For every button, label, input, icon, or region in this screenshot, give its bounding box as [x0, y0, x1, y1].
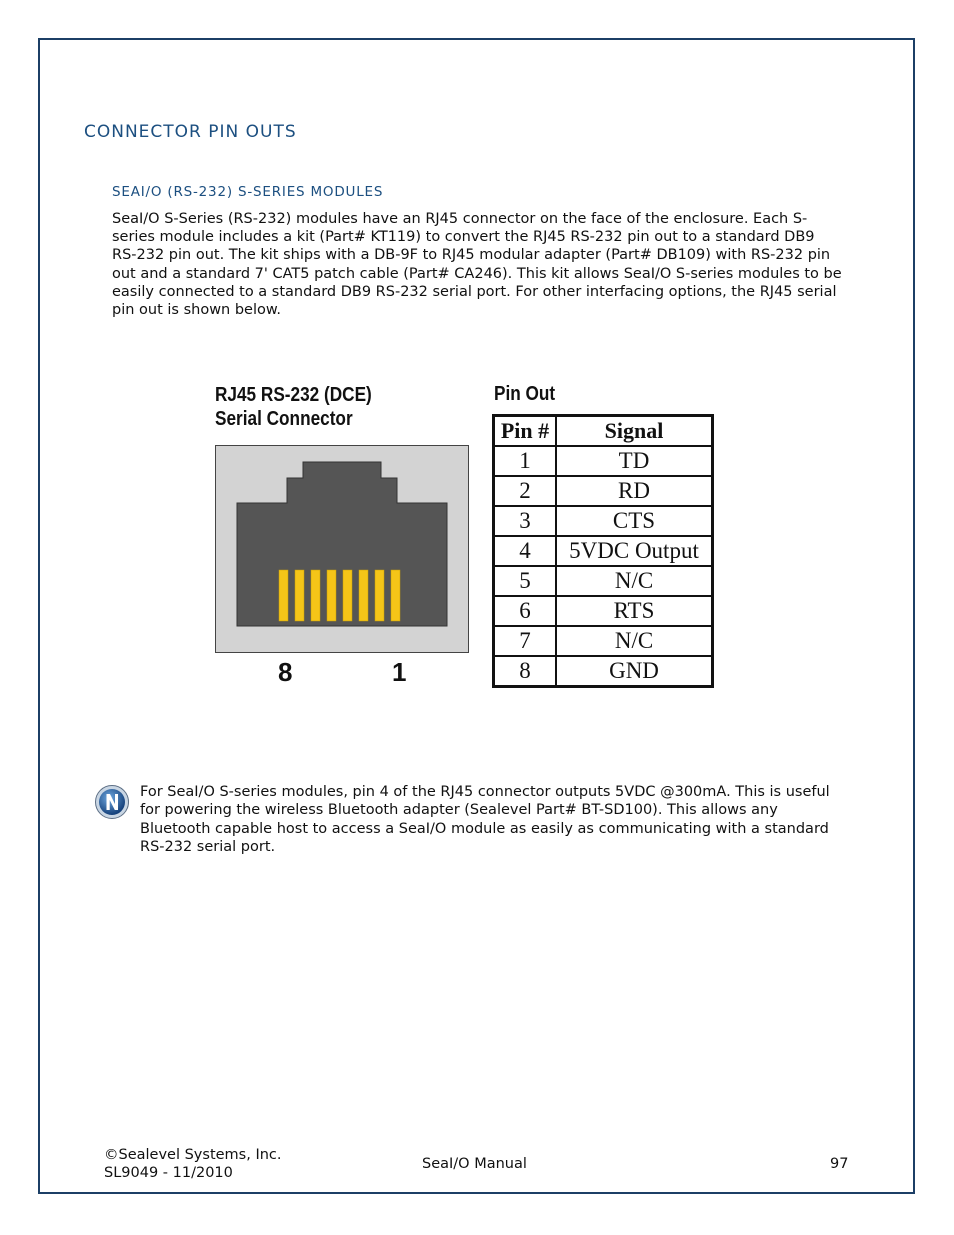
signal-cell: TD: [556, 446, 713, 476]
header-signal: Signal: [556, 416, 713, 447]
pin-cell: 6: [494, 596, 557, 626]
note-text: For SeaI/O S-series modules, pin 4 of the RJ45 connector outputs 5VDC @300mA. This is useful for powering the wireless Bluetooth adapter (Sealevel Part# BT-SD100). This allows any Bluetooth capable host to access a SeaI/O module as easily as communicating with a standard RS-232 serial port.: [140, 784, 830, 855]
pin-cell: 4: [494, 536, 557, 566]
connector-title: [215, 383, 372, 431]
table-row: [494, 626, 713, 656]
pin-cell: 2: [494, 476, 557, 506]
header-pin: Pin #: [494, 416, 557, 447]
pin-cell: 7: [494, 626, 557, 656]
signal-cell: RTS: [556, 596, 713, 626]
signal-cell: RD: [556, 476, 713, 506]
pin-cell: 1: [494, 446, 557, 476]
subsection-title: SEAI/O (RS-232) S-SERIES MODULES: [112, 184, 384, 200]
intro-paragraph: SeaI/O S-Series (RS-232) modules have an RJ45 connector on the face of the enclosure. Each S-series module includes a kit (Part# KT119) to convert the RJ45 RS-232 pin out to a standard DB9 RS-232 pin out. The kit ships with a DB-9F to RJ45 modular adapter (Part# DB109) with RS-232 pin out and a standard 7' CAT5 patch cable (Part# CA246). This kit allows SeaI/O S-series modules to be easily connected to a standard DB9 RS-232 serial port. For other interfacing options, the RJ45 serial pin out is shown below.: [112, 211, 842, 319]
pin-cell: 3: [494, 506, 557, 536]
table-row: [494, 596, 713, 626]
rj45-pinout-figure: [205, 375, 735, 720]
table-row: [494, 536, 713, 566]
pinout-title: Pin Out: [494, 383, 556, 405]
table-row: [494, 656, 713, 687]
connector-title-line2: Serial Connector: [215, 408, 353, 430]
table-row: [494, 446, 713, 476]
pin-cell: 8: [494, 656, 557, 687]
pinout-header-row: [494, 416, 713, 447]
footer-manual-name: SeaI/O Manual: [422, 1156, 527, 1172]
signal-cell: N/C: [556, 626, 713, 656]
footer-copyright: ©Sealevel Systems, Inc.: [104, 1147, 282, 1163]
footer-left: [104, 1147, 282, 1182]
pin-label-1: 1: [392, 657, 407, 687]
pin-label-8: 8: [278, 657, 293, 687]
section-title: CONNECTOR PIN OUTS: [84, 122, 297, 142]
signal-cell: N/C: [556, 566, 713, 596]
table-row: [494, 566, 713, 596]
pinout-table: [492, 414, 714, 688]
signal-cell: CTS: [556, 506, 713, 536]
table-row: [494, 506, 713, 536]
table-row: [494, 476, 713, 506]
signal-cell: GND: [556, 656, 713, 687]
rj45-jack-icon: [215, 445, 471, 655]
footer-page-number: 97: [830, 1156, 849, 1172]
pin-cell: 5: [494, 566, 557, 596]
footer-doc-id: SL9049 - 11/2010: [104, 1164, 233, 1181]
signal-cell: 5VDC Output: [556, 536, 713, 566]
connector-title-line1: RJ45 RS-232 (DCE): [215, 384, 372, 406]
note-n-icon: [94, 784, 130, 820]
